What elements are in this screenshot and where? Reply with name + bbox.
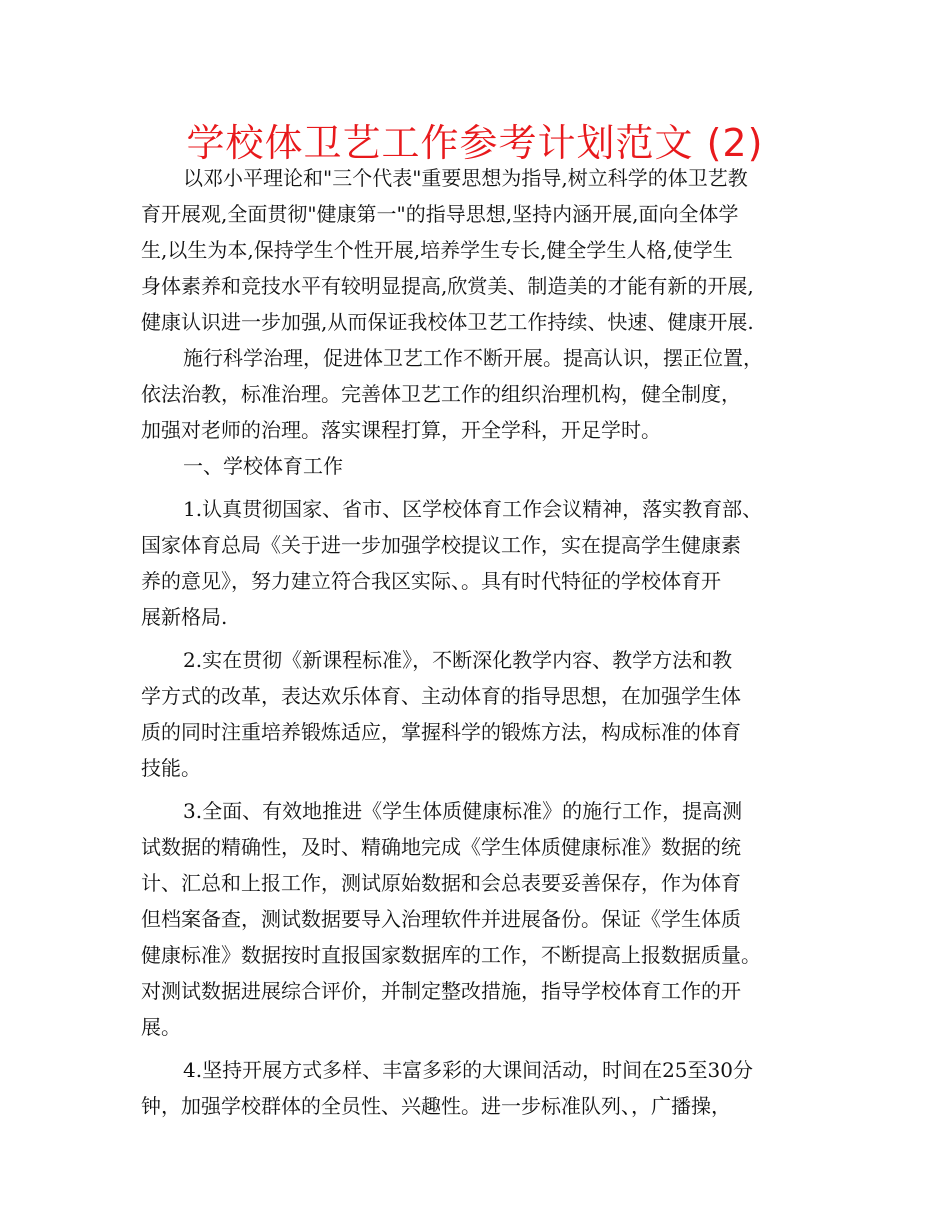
paragraph-line: 技能。 [141, 756, 201, 780]
paragraph-line: 依法治教，标准治理。完善体卫艺工作的组织治理机构，健全制度， [141, 382, 741, 406]
paragraph-gap [141, 1045, 821, 1052]
paragraph-line: 计、汇总和上报工作，测试原始数据和会总表要妥善保存，作为体育 [141, 871, 741, 895]
paragraph-gap [141, 635, 821, 642]
paragraph-line: 施行科学治理，促进体卫艺工作不断开展。提高认识，摆正位置， [183, 346, 763, 370]
paragraph-line: 健康认识进一步加强,从而保证我校体卫艺工作持续、快速、健康开展. [141, 310, 754, 334]
paragraph-line: 展。 [141, 1015, 181, 1039]
paragraph-line: 健康标准》数据按时直报国家数据库的工作，不断提高上报数据质量。 [141, 943, 761, 967]
paragraph-line: 2.实在贯彻《新课程标准》，不断深化教学内容、教学方法和教 [183, 648, 733, 672]
paragraph-line: 试数据的精确性，及时、精确地完成《学生体质健康标准》数据的统 [141, 835, 741, 859]
paragraph-line: 身体素养和竞技水平有较明显提高,欣赏美、制造美的才能有新的开展, [141, 274, 754, 298]
paragraph [141, 793, 821, 1045]
paragraph-line: 国家体育总局《关于进一步加强学校提议工作，实在提高学生健康素 [141, 533, 741, 557]
paragraph-line: 展新格局. [141, 605, 228, 629]
paragraph [141, 642, 821, 786]
document-title: 学校体卫艺工作参考计划范文 (2) [186, 121, 764, 165]
paragraph-line: 3.全面、有效地推进《学生体质健康标准》的施行工作，提高测 [183, 799, 743, 823]
paragraph-line: 质的同时注重培养锻炼适应，掌握科学的锻炼方法，构成标准的体育 [141, 720, 741, 744]
paragraph-line: 但档案备查，测试数据要导入治理软件并进展备份。保证《学生体质 [141, 907, 741, 931]
paragraph-line: 钟，加强学校群体的全员性、兴趣性。进一步标准队列、，广播操， [141, 1094, 731, 1118]
paragraph-gap [141, 484, 821, 491]
paragraph [141, 491, 821, 635]
paragraph-gap [141, 786, 821, 793]
paragraph-line: 4.坚持开展方式多样、丰富多彩的大课间活动，时间在25至30分 [183, 1058, 753, 1082]
paragraph-line: 育开展观,全面贯彻"健康第一"的指导思想,坚持内涵开展,面向全体学 [141, 202, 739, 226]
paragraph-line: 养的意见》，努力建立符合我区实际、。具有时代特征的学校体育开 [141, 569, 721, 593]
paragraph-line: 以邓小平理论和"三个代表"重要思想为指导,树立科学的体卫艺教 [183, 166, 748, 190]
paragraph-line: 生,以生为本,保持学生个性开展,培养学生专长,健全学生人格,使学生 [141, 238, 733, 262]
paragraph-line: 1.认真贯彻国家、省市、区学校体育工作会议精神，落实教育部、 [183, 497, 763, 521]
paragraph-line: 加强对老师的治理。落实课程打算，开全学科，开足学时。 [141, 418, 661, 442]
paragraph-line: 学方式的改革，表达欢乐体育、主动体育的指导思想，在加强学生体 [141, 684, 741, 708]
document-body [141, 160, 821, 1124]
paragraph [141, 160, 821, 340]
paragraph [141, 340, 821, 448]
paragraph [141, 448, 821, 484]
paragraph-line: 对测试数据进展综合评价，并制定整改措施，指导学校体育工作的开 [141, 979, 741, 1003]
paragraph [141, 1052, 821, 1124]
paragraph-line: 一、学校体育工作 [183, 454, 343, 478]
